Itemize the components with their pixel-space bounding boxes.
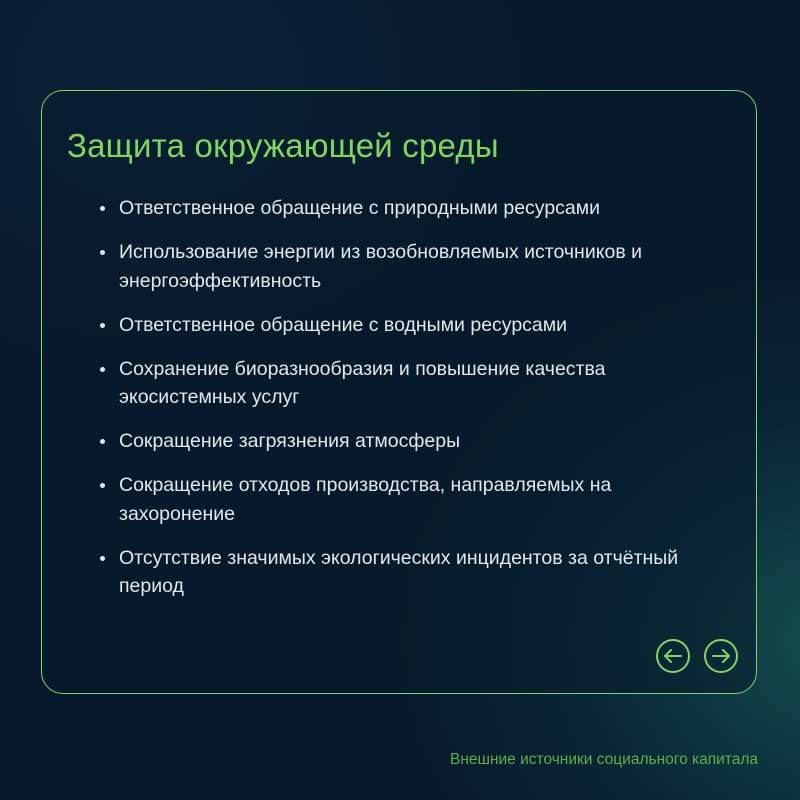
slide-title: Защита окружающей среды <box>67 127 499 164</box>
list-item: Сохранение биоразнообразия и повышение качества экосистемных услуг <box>99 355 719 412</box>
bullet-list <box>99 194 719 616</box>
list-item: Сокращение отходов производства, направляемых на захоронение <box>99 471 719 528</box>
list-item: Сокращение загрязнения атмосферы <box>99 427 719 456</box>
content-card <box>41 90 757 694</box>
list-item: Ответственное обращение с водными ресурсами <box>99 311 719 340</box>
list-item-line: Использование энергии из возобновляемых источников и энергоэффективность <box>119 241 642 292</box>
arrow-right-icon <box>711 648 731 664</box>
list-item: Ответственное обращение с природными ресурсами <box>99 194 719 223</box>
footer-caption: Внешние источники социального капитала <box>450 751 758 768</box>
list-item: Отсутствие значимых экологических инцидентов за отчётный период <box>99 544 719 601</box>
next-button[interactable] <box>704 639 738 673</box>
prev-button[interactable] <box>656 639 690 673</box>
list-item <box>99 238 719 295</box>
arrow-left-icon <box>663 648 683 664</box>
